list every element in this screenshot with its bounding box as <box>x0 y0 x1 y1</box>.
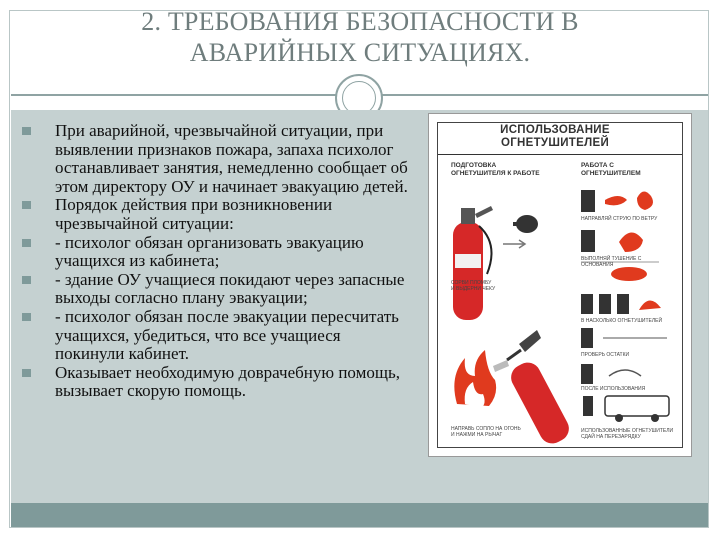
caption-check: ПРОВЕРЬ ОСТАТКИ <box>581 352 630 358</box>
slide-title-line-2: АВАРИЙНЫХ СИТУАЦИЯХ. <box>189 38 531 67</box>
bullet-text: Порядок действия при возникновении чрезвычайной ситуации: <box>55 195 333 233</box>
bullet-text: - психолог обязан организовать эвакуацию учащихся из кабинета; <box>55 232 364 271</box>
bullet-text: - здание ОУ учащиеся покидают через запасные выходы согласно плану эвакуации; <box>55 269 405 308</box>
slide-title <box>20 6 700 68</box>
caption-after: ПОСЛЕ ИСПОЛЬЗОВАНИЯ <box>581 386 646 392</box>
caption-base: ВЫПОЛНЯЙ ТУШЕНИЕ С ОСНОВАНИЯ <box>581 256 642 268</box>
caption-wind: НАПРАВЛЯЙ СТРУЮ ПО ВЕТРУ <box>581 216 658 222</box>
list-item <box>20 234 410 271</box>
list-item <box>20 271 410 308</box>
caption-aim <box>451 426 547 438</box>
caption-aim-line-2: И НАЖМИ НА РЫЧАГ <box>451 432 503 438</box>
bullet-text: - психолог обязан после эвакуации пересчитать учащихся, убедиться, что все учащиеся покинули кабинет. <box>55 306 399 364</box>
poster-left-heading <box>451 162 551 177</box>
extinguisher-poster <box>428 113 692 457</box>
poster-right-heading <box>581 162 677 177</box>
list-item <box>20 308 410 364</box>
caption-hand-over: ИСПОЛЬЗОВАННЫЕ ОГНЕТУШИТЕЛИ СДАЙ НА ПЕРЕЗАРЯДКУ <box>581 428 674 440</box>
poster-title-line-1: ИСПОЛЬЗОВАНИЕ <box>500 124 610 136</box>
poster-title-line-2: ОГНЕТУШИТЕЛЕЙ <box>500 137 610 149</box>
bullet-icon <box>22 369 31 377</box>
caption-pull-pin <box>451 280 531 292</box>
poster-left-heading-line-1: ПОДГОТОВКА <box>451 162 497 169</box>
list-item <box>20 196 410 233</box>
list-item <box>20 364 410 401</box>
poster-right-heading-line-1: РАБОТА С <box>581 162 614 169</box>
bullet-icon <box>22 239 31 247</box>
bullet-icon <box>22 276 31 284</box>
bullet-icon <box>22 127 31 135</box>
poster-right-heading-line-2: ОГНЕТУШИТЕЛЕМ <box>581 169 641 177</box>
list-item <box>20 122 410 196</box>
bullet-list <box>20 122 410 401</box>
caption-together: В НАСКОЛЬКО ОГНЕТУШИТЕЛЕЙ <box>581 318 663 324</box>
hand-pull-pin-icon <box>503 215 538 248</box>
bullet-text: Оказывает необходимую доврачебную помощь, вызывает скорую помощь. <box>55 362 400 401</box>
footer-bar <box>11 503 708 527</box>
caption-pull-pin-line-1: СОРВИ ПЛОМБУ <box>451 280 492 286</box>
poster-left-heading-line-2: ОГНЕТУШИТЕЛЯ К РАБОТЕ <box>451 169 540 177</box>
poster-title <box>495 124 615 150</box>
extinguisher-upright-icon <box>453 206 493 320</box>
bullet-text: При аварийной, чрезвычайной ситуации, при выявлении признаков пожара, запаха психолог останавливает занятия, немедленно сообщает об этом директору ОУ и начинает эвакуацию детей. <box>55 121 408 196</box>
bullet-icon <box>22 313 31 321</box>
bullet-icon <box>22 201 31 209</box>
fire-icon <box>454 350 496 408</box>
slide-title-line-1: 2. ТРЕБОВАНИЯ БЕЗОПАСНОСТИ В <box>141 7 579 36</box>
caption-pull-pin-line-2: И ВЫДЕРНИ ЧЕКУ <box>451 286 496 292</box>
caption-aim-line-1: НАПРАВЬ СОПЛО НА ОГОНЬ <box>451 426 521 432</box>
